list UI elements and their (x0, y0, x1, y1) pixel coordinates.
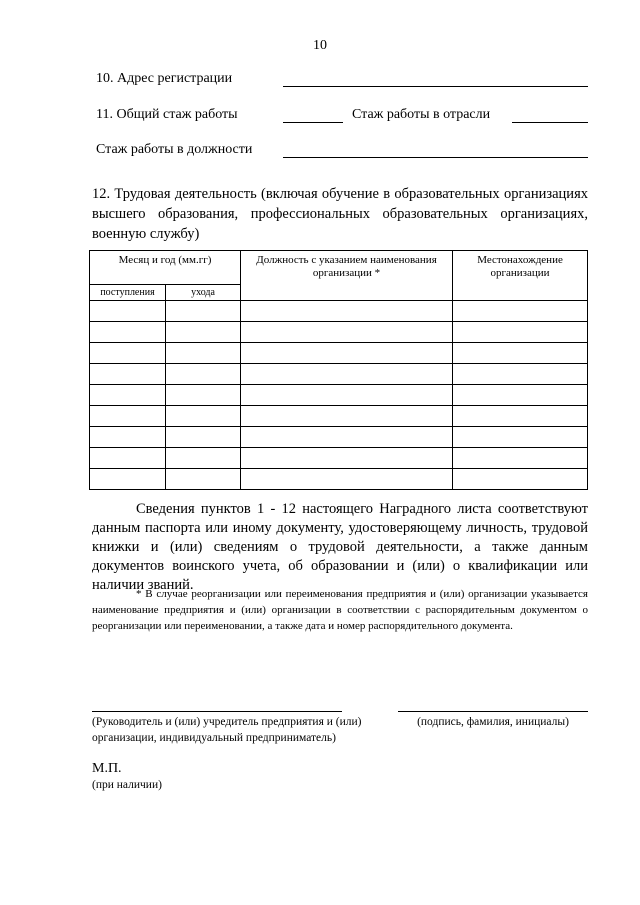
work-history-table (89, 250, 588, 490)
table-cell[interactable] (166, 385, 241, 406)
footnote: * В случае реорганизации или переименования предприятия и (или) организации указывается наименование предприятия и (или) организации в соответствии с распорядительным документом о реорганизации или переименовании, а также дата и номер распорядительного документа. (92, 588, 588, 632)
table-row (90, 364, 588, 385)
stamp-label: М.П. (92, 761, 122, 776)
table-cell[interactable] (241, 427, 453, 448)
table-row (90, 322, 588, 343)
industry-experience-label: Стаж работы в отрасли (352, 107, 491, 122)
total-experience-label: 11. Общий стаж работы (96, 107, 238, 122)
table-row (90, 301, 588, 322)
table-cell[interactable] (90, 406, 166, 427)
table-cell[interactable] (241, 385, 453, 406)
column-header-date-start: поступления (90, 285, 166, 301)
table-cell[interactable] (453, 301, 588, 322)
table-cell[interactable] (453, 385, 588, 406)
table-cell[interactable] (241, 364, 453, 385)
column-header-date: Месяц и год (мм.гг) (90, 251, 241, 285)
section-12-heading: 12. Трудовая деятельность (включая обучение в образовательных организациях высшего образования, профессиональных образовательных организациях, военную службу) (92, 186, 588, 242)
table-cell[interactable] (453, 343, 588, 364)
table-cell[interactable] (90, 343, 166, 364)
table-row (90, 385, 588, 406)
table-cell[interactable] (241, 343, 453, 364)
table-cell[interactable] (166, 301, 241, 322)
table-cell[interactable] (166, 427, 241, 448)
table-row (90, 469, 588, 490)
table-cell[interactable] (453, 448, 588, 469)
head-caption: (Руководитель и (или) учредитель предприятия и (или) организации, индивидуальный предприниматель) (92, 716, 362, 744)
table-cell[interactable] (453, 469, 588, 490)
table-cell[interactable] (241, 301, 453, 322)
page-number: 10 (313, 38, 327, 53)
table-row (90, 406, 588, 427)
table-cell[interactable] (241, 406, 453, 427)
signature-caption: (подпись, фамилия, инициалы) (417, 716, 569, 728)
column-header-location: Местонахождение организации (453, 251, 588, 301)
table-cell[interactable] (166, 364, 241, 385)
table-cell[interactable] (90, 469, 166, 490)
head-signature-line[interactable] (92, 711, 342, 712)
industry-experience-input-line[interactable] (512, 122, 588, 123)
stamp-note: (при наличии) (92, 779, 162, 791)
table-row (90, 448, 588, 469)
address-label: 10. Адрес регистрации (96, 71, 233, 86)
total-experience-input-line[interactable] (283, 122, 343, 123)
table-cell[interactable] (241, 322, 453, 343)
confirmation-statement: Сведения пунктов 1 - 12 настоящего Наградного листа соответствуют данным паспорта или иному документу, удостоверяющему личность, трудовой книжки и (или) сведениям о трудовой деятельности, а также данным документов воинского учета, об образовании и (или) о квалификации или наличии званий. (92, 501, 588, 593)
table-cell[interactable] (90, 427, 166, 448)
table-cell[interactable] (90, 301, 166, 322)
table-cell[interactable] (453, 427, 588, 448)
table-cell[interactable] (241, 448, 453, 469)
column-header-date-end: ухода (166, 285, 241, 301)
table-cell[interactable] (453, 322, 588, 343)
table-cell[interactable] (90, 448, 166, 469)
table-cell[interactable] (90, 322, 166, 343)
table-cell[interactable] (166, 469, 241, 490)
table-cell[interactable] (453, 364, 588, 385)
table-cell[interactable] (166, 343, 241, 364)
column-header-position: Должность с указанием наименования организации * (241, 251, 453, 301)
signature-line[interactable] (398, 711, 588, 712)
address-input-line[interactable] (283, 86, 588, 87)
position-experience-input-line[interactable] (283, 157, 588, 158)
table-cell[interactable] (453, 406, 588, 427)
table-cell[interactable] (166, 448, 241, 469)
table-cell[interactable] (90, 364, 166, 385)
table-cell[interactable] (166, 406, 241, 427)
table-row (90, 343, 588, 364)
table-cell[interactable] (90, 385, 166, 406)
position-experience-label: Стаж работы в должности (96, 142, 253, 157)
table-row (90, 427, 588, 448)
table-cell[interactable] (166, 322, 241, 343)
table-cell[interactable] (241, 469, 453, 490)
